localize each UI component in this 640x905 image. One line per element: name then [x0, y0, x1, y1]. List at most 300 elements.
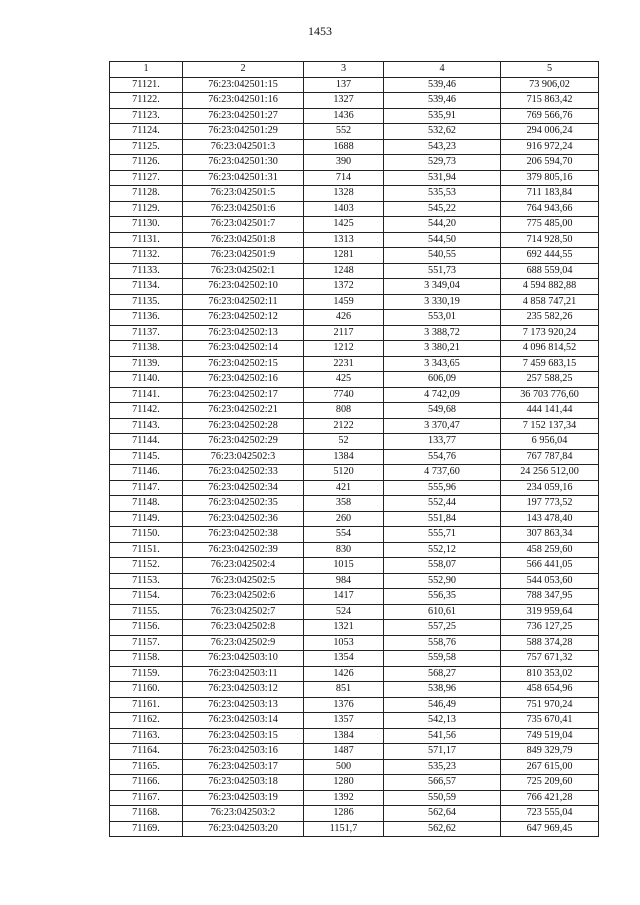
row-number-cell: 71125.	[110, 139, 183, 155]
cadastral-number-cell: 76:23:042503:14	[183, 713, 304, 729]
unit-value-cell: 543,23	[384, 139, 501, 155]
area-cell: 1459	[304, 294, 384, 310]
cadastral-number-cell: 76:23:042502:9	[183, 635, 304, 651]
cadastral-number-cell: 76:23:042501:27	[183, 108, 304, 124]
unit-value-cell: 552,44	[384, 496, 501, 512]
row-number-cell: 71148.	[110, 496, 183, 512]
cadastral-number-cell: 76:23:042502:38	[183, 527, 304, 543]
table-row	[110, 186, 599, 202]
row-number-cell: 71153.	[110, 573, 183, 589]
row-number-cell: 71150.	[110, 527, 183, 543]
cadastral-number-cell: 76:23:042502:35	[183, 496, 304, 512]
cadastral-value-cell: 206 594,70	[501, 155, 599, 171]
area-cell: 984	[304, 573, 384, 589]
cadastral-number-cell: 76:23:042502:12	[183, 310, 304, 326]
unit-value-cell: 3 349,04	[384, 279, 501, 295]
table-row	[110, 108, 599, 124]
unit-value-cell: 562,64	[384, 806, 501, 822]
area-cell: 500	[304, 759, 384, 775]
cadastral-value-cell: 692 444,55	[501, 248, 599, 264]
area-cell: 137	[304, 77, 384, 93]
table-row	[110, 263, 599, 279]
cadastral-number-cell: 76:23:042501:30	[183, 155, 304, 171]
area-cell: 52	[304, 434, 384, 450]
unit-value-cell: 133,77	[384, 434, 501, 450]
area-cell: 1281	[304, 248, 384, 264]
cadastral-value-cell: 307 863,34	[501, 527, 599, 543]
cadastral-number-cell: 76:23:042502:29	[183, 434, 304, 450]
row-number-cell: 71121.	[110, 77, 183, 93]
cadastral-number-cell: 76:23:042502:7	[183, 604, 304, 620]
table-row	[110, 341, 599, 357]
row-number-cell: 71122.	[110, 93, 183, 109]
table-row	[110, 728, 599, 744]
table-row	[110, 279, 599, 295]
page-number: 1453	[308, 24, 332, 38]
cadastral-value-cell: 24 256 512,00	[501, 465, 599, 481]
row-number-cell: 71167.	[110, 790, 183, 806]
header-cell-4: 4	[384, 62, 501, 78]
cadastral-number-cell: 76:23:042501:9	[183, 248, 304, 264]
table-row	[110, 511, 599, 527]
cadastral-number-cell: 76:23:042502:34	[183, 480, 304, 496]
area-cell: 1384	[304, 728, 384, 744]
area-cell: 1313	[304, 232, 384, 248]
unit-value-cell: 539,46	[384, 77, 501, 93]
table-row	[110, 620, 599, 636]
area-cell: 2231	[304, 356, 384, 372]
table-row	[110, 666, 599, 682]
header-cell-5: 5	[501, 62, 599, 78]
cadastral-number-cell: 76:23:042502:33	[183, 465, 304, 481]
cadastral-value-cell: 197 773,52	[501, 496, 599, 512]
unit-value-cell: 542,13	[384, 713, 501, 729]
cadastral-value-cell: 6 956,04	[501, 434, 599, 450]
row-number-cell: 71137.	[110, 325, 183, 341]
unit-value-cell: 3 370,47	[384, 418, 501, 434]
table-row	[110, 310, 599, 326]
cadastral-value-cell: 916 972,24	[501, 139, 599, 155]
table-row	[110, 775, 599, 791]
cadastral-value-cell: 4 594 882,88	[501, 279, 599, 295]
area-cell: 390	[304, 155, 384, 171]
row-number-cell: 71155.	[110, 604, 183, 620]
cadastral-number-cell: 76:23:042502:1	[183, 263, 304, 279]
cadastral-number-cell: 76:23:042503:18	[183, 775, 304, 791]
cadastral-number-cell: 76:23:042502:4	[183, 558, 304, 574]
table-row	[110, 372, 599, 388]
table-row	[110, 635, 599, 651]
table-row	[110, 527, 599, 543]
area-cell: 421	[304, 480, 384, 496]
header-row	[110, 62, 599, 78]
cadastral-number-cell: 76:23:042502:16	[183, 372, 304, 388]
row-number-cell: 71139.	[110, 356, 183, 372]
unit-value-cell: 544,50	[384, 232, 501, 248]
unit-value-cell: 539,46	[384, 93, 501, 109]
area-cell: 1151,7	[304, 821, 384, 837]
unit-value-cell: 610,61	[384, 604, 501, 620]
row-number-cell: 71166.	[110, 775, 183, 791]
cadastral-value-cell: 143 478,40	[501, 511, 599, 527]
row-number-cell: 71133.	[110, 263, 183, 279]
area-cell: 714	[304, 170, 384, 186]
table-row	[110, 821, 599, 837]
cadastral-value-cell: 751 970,24	[501, 697, 599, 713]
unit-value-cell: 549,68	[384, 403, 501, 419]
cadastral-value-cell: 7 152 137,34	[501, 418, 599, 434]
table-row	[110, 682, 599, 698]
row-number-cell: 71151.	[110, 542, 183, 558]
cadastral-number-cell: 76:23:042503:12	[183, 682, 304, 698]
area-cell: 1392	[304, 790, 384, 806]
area-cell: 1212	[304, 341, 384, 357]
table-row	[110, 449, 599, 465]
table-row	[110, 573, 599, 589]
unit-value-cell: 558,07	[384, 558, 501, 574]
row-number-cell: 71124.	[110, 124, 183, 140]
cadastral-value-cell: 788 347,95	[501, 589, 599, 605]
area-cell: 1280	[304, 775, 384, 791]
cadastral-value-cell: 588 374,28	[501, 635, 599, 651]
table-row	[110, 170, 599, 186]
unit-value-cell: 550,59	[384, 790, 501, 806]
cadastral-value-cell: 319 959,64	[501, 604, 599, 620]
row-number-cell: 71164.	[110, 744, 183, 760]
row-number-cell: 71123.	[110, 108, 183, 124]
table-row	[110, 744, 599, 760]
area-cell: 2117	[304, 325, 384, 341]
area-cell: 1372	[304, 279, 384, 295]
area-cell: 1436	[304, 108, 384, 124]
cadastral-number-cell: 76:23:042503:15	[183, 728, 304, 744]
area-cell: 2122	[304, 418, 384, 434]
cadastral-value-cell: 775 485,00	[501, 217, 599, 233]
unit-value-cell: 538,96	[384, 682, 501, 698]
cadastral-number-cell: 76:23:042501:6	[183, 201, 304, 217]
unit-value-cell: 552,90	[384, 573, 501, 589]
row-number-cell: 71146.	[110, 465, 183, 481]
cadastral-number-cell: 76:23:042502:17	[183, 387, 304, 403]
cadastral-value-cell: 267 615,00	[501, 759, 599, 775]
area-cell: 1015	[304, 558, 384, 574]
unit-value-cell: 551,73	[384, 263, 501, 279]
cadastral-number-cell: 76:23:042502:21	[183, 403, 304, 419]
area-cell: 554	[304, 527, 384, 543]
area-cell: 7740	[304, 387, 384, 403]
cadastral-number-cell: 76:23:042501:3	[183, 139, 304, 155]
cadastral-number-cell: 76:23:042502:14	[183, 341, 304, 357]
row-number-cell: 71127.	[110, 170, 183, 186]
unit-value-cell: 4 742,09	[384, 387, 501, 403]
unit-value-cell: 606,09	[384, 372, 501, 388]
row-number-cell: 71129.	[110, 201, 183, 217]
unit-value-cell: 529,73	[384, 155, 501, 171]
cadastral-value-cell: 735 670,41	[501, 713, 599, 729]
row-number-cell: 71131.	[110, 232, 183, 248]
row-number-cell: 71157.	[110, 635, 183, 651]
row-number-cell: 71149.	[110, 511, 183, 527]
area-cell: 1426	[304, 666, 384, 682]
cadastral-value-cell: 379 805,16	[501, 170, 599, 186]
header-cell-3: 3	[304, 62, 384, 78]
unit-value-cell: 540,55	[384, 248, 501, 264]
table-row	[110, 248, 599, 264]
area-cell: 1357	[304, 713, 384, 729]
cadastral-value-cell: 749 519,04	[501, 728, 599, 744]
table-row	[110, 294, 599, 310]
table-row	[110, 496, 599, 512]
area-cell: 1384	[304, 449, 384, 465]
cadastral-number-cell: 76:23:042503:17	[183, 759, 304, 775]
cadastral-number-cell: 76:23:042501:31	[183, 170, 304, 186]
cadastral-value-table	[109, 61, 599, 837]
table-row	[110, 604, 599, 620]
cadastral-value-cell: 73 906,02	[501, 77, 599, 93]
table-row	[110, 558, 599, 574]
table-row	[110, 713, 599, 729]
cadastral-value-cell: 234 059,16	[501, 480, 599, 496]
table-row	[110, 201, 599, 217]
cadastral-number-cell: 76:23:042502:3	[183, 449, 304, 465]
cadastral-value-cell: 725 209,60	[501, 775, 599, 791]
cadastral-value-cell: 294 006,24	[501, 124, 599, 140]
area-cell: 1425	[304, 217, 384, 233]
cadastral-value-cell: 4 858 747,21	[501, 294, 599, 310]
table-row	[110, 418, 599, 434]
area-cell: 1248	[304, 263, 384, 279]
table-row	[110, 790, 599, 806]
table-row	[110, 434, 599, 450]
area-cell: 1403	[304, 201, 384, 217]
unit-value-cell: 552,12	[384, 542, 501, 558]
unit-value-cell: 553,01	[384, 310, 501, 326]
table-row	[110, 651, 599, 667]
cadastral-number-cell: 76:23:042503:16	[183, 744, 304, 760]
cadastral-value-cell: 715 863,42	[501, 93, 599, 109]
cadastral-number-cell: 76:23:042503:20	[183, 821, 304, 837]
unit-value-cell: 545,22	[384, 201, 501, 217]
row-number-cell: 71160.	[110, 682, 183, 698]
area-cell: 524	[304, 604, 384, 620]
row-number-cell: 71140.	[110, 372, 183, 388]
row-number-cell: 71168.	[110, 806, 183, 822]
cadastral-number-cell: 76:23:042502:5	[183, 573, 304, 589]
unit-value-cell: 566,57	[384, 775, 501, 791]
unit-value-cell: 551,84	[384, 511, 501, 527]
row-number-cell: 71142.	[110, 403, 183, 419]
unit-value-cell: 555,96	[384, 480, 501, 496]
row-number-cell: 71161.	[110, 697, 183, 713]
cadastral-number-cell: 76:23:042503:13	[183, 697, 304, 713]
cadastral-value-cell: 4 096 814,52	[501, 341, 599, 357]
table-row	[110, 325, 599, 341]
unit-value-cell: 4 737,60	[384, 465, 501, 481]
cadastral-value-cell: 766 421,28	[501, 790, 599, 806]
cadastral-value-cell: 566 441,05	[501, 558, 599, 574]
cadastral-value-cell: 36 703 776,60	[501, 387, 599, 403]
area-cell: 1286	[304, 806, 384, 822]
table-row	[110, 155, 599, 171]
row-number-cell: 71136.	[110, 310, 183, 326]
unit-value-cell: 544,20	[384, 217, 501, 233]
cadastral-value-cell: 764 943,66	[501, 201, 599, 217]
unit-value-cell: 568,27	[384, 666, 501, 682]
unit-value-cell: 3 343,65	[384, 356, 501, 372]
row-number-cell: 71152.	[110, 558, 183, 574]
table-row	[110, 806, 599, 822]
cadastral-value-cell: 849 329,79	[501, 744, 599, 760]
unit-value-cell: 559,58	[384, 651, 501, 667]
header-cell-1: 1	[110, 62, 183, 78]
unit-value-cell: 556,35	[384, 589, 501, 605]
cadastral-value-cell: 544 053,60	[501, 573, 599, 589]
row-number-cell: 71143.	[110, 418, 183, 434]
cadastral-number-cell: 76:23:042502:13	[183, 325, 304, 341]
unit-value-cell: 554,76	[384, 449, 501, 465]
unit-value-cell: 557,25	[384, 620, 501, 636]
row-number-cell: 71158.	[110, 651, 183, 667]
unit-value-cell: 535,23	[384, 759, 501, 775]
cadastral-value-cell: 458 654,96	[501, 682, 599, 698]
row-number-cell: 71159.	[110, 666, 183, 682]
unit-value-cell: 535,53	[384, 186, 501, 202]
table-row	[110, 542, 599, 558]
unit-value-cell: 571,17	[384, 744, 501, 760]
header-cell-2: 2	[183, 62, 304, 78]
cadastral-number-cell: 76:23:042502:6	[183, 589, 304, 605]
table-row	[110, 759, 599, 775]
area-cell: 1417	[304, 589, 384, 605]
area-cell: 851	[304, 682, 384, 698]
cadastral-value-cell: 647 969,45	[501, 821, 599, 837]
cadastral-number-cell: 76:23:042502:28	[183, 418, 304, 434]
unit-value-cell: 558,76	[384, 635, 501, 651]
cadastral-number-cell: 76:23:042502:11	[183, 294, 304, 310]
table-row	[110, 232, 599, 248]
row-number-cell: 71154.	[110, 589, 183, 605]
table-row	[110, 77, 599, 93]
table-row	[110, 465, 599, 481]
row-number-cell: 71147.	[110, 480, 183, 496]
area-cell: 1487	[304, 744, 384, 760]
area-cell: 1328	[304, 186, 384, 202]
cadastral-number-cell: 76:23:042501:29	[183, 124, 304, 140]
unit-value-cell: 555,71	[384, 527, 501, 543]
unit-value-cell: 541,56	[384, 728, 501, 744]
cadastral-value-cell: 7 173 920,24	[501, 325, 599, 341]
unit-value-cell: 535,91	[384, 108, 501, 124]
row-number-cell: 71126.	[110, 155, 183, 171]
area-cell: 358	[304, 496, 384, 512]
cadastral-number-cell: 76:23:042502:10	[183, 279, 304, 295]
cadastral-number-cell: 76:23:042502:15	[183, 356, 304, 372]
table-row	[110, 387, 599, 403]
row-number-cell: 71162.	[110, 713, 183, 729]
table-row	[110, 124, 599, 140]
area-cell: 552	[304, 124, 384, 140]
cadastral-number-cell: 76:23:042503:11	[183, 666, 304, 682]
table-body	[110, 62, 599, 837]
cadastral-value-cell: 7 459 683,15	[501, 356, 599, 372]
row-number-cell: 71156.	[110, 620, 183, 636]
row-number-cell: 71132.	[110, 248, 183, 264]
cadastral-value-cell: 444 141,44	[501, 403, 599, 419]
cadastral-value-cell: 235 582,26	[501, 310, 599, 326]
area-cell: 1354	[304, 651, 384, 667]
area-cell: 1321	[304, 620, 384, 636]
area-cell: 1327	[304, 93, 384, 109]
cadastral-value-cell: 767 787,84	[501, 449, 599, 465]
area-cell: 808	[304, 403, 384, 419]
unit-value-cell: 532,62	[384, 124, 501, 140]
cadastral-value-cell: 757 671,32	[501, 651, 599, 667]
table-row	[110, 93, 599, 109]
row-number-cell: 71165.	[110, 759, 183, 775]
area-cell: 425	[304, 372, 384, 388]
row-number-cell: 71134.	[110, 279, 183, 295]
cadastral-number-cell: 76:23:042501:8	[183, 232, 304, 248]
cadastral-number-cell: 76:23:042501:16	[183, 93, 304, 109]
cadastral-value-cell: 769 566,76	[501, 108, 599, 124]
cadastral-number-cell: 76:23:042501:7	[183, 217, 304, 233]
unit-value-cell: 3 380,21	[384, 341, 501, 357]
row-number-cell: 71130.	[110, 217, 183, 233]
cadastral-number-cell: 76:23:042503:2	[183, 806, 304, 822]
table-row	[110, 217, 599, 233]
unit-value-cell: 3 388,72	[384, 325, 501, 341]
area-cell: 260	[304, 511, 384, 527]
row-number-cell: 71145.	[110, 449, 183, 465]
area-cell: 830	[304, 542, 384, 558]
cadastral-value-cell: 458 259,60	[501, 542, 599, 558]
row-number-cell: 71169.	[110, 821, 183, 837]
row-number-cell: 71138.	[110, 341, 183, 357]
table-row	[110, 403, 599, 419]
cadastral-value-cell: 810 353,02	[501, 666, 599, 682]
unit-value-cell: 3 330,19	[384, 294, 501, 310]
cadastral-value-cell: 723 555,04	[501, 806, 599, 822]
row-number-cell: 71163.	[110, 728, 183, 744]
table-row	[110, 139, 599, 155]
cadastral-number-cell: 76:23:042502:8	[183, 620, 304, 636]
table-row	[110, 589, 599, 605]
cadastral-number-cell: 76:23:042502:39	[183, 542, 304, 558]
cadastral-number-cell: 76:23:042501:5	[183, 186, 304, 202]
row-number-cell: 71144.	[110, 434, 183, 450]
row-number-cell: 71128.	[110, 186, 183, 202]
table-row	[110, 697, 599, 713]
area-cell: 1053	[304, 635, 384, 651]
area-cell: 1376	[304, 697, 384, 713]
cadastral-number-cell: 76:23:042503:10	[183, 651, 304, 667]
row-number-cell: 71135.	[110, 294, 183, 310]
unit-value-cell: 562,62	[384, 821, 501, 837]
area-cell: 5120	[304, 465, 384, 481]
cadastral-value-cell: 711 183,84	[501, 186, 599, 202]
row-number-cell: 71141.	[110, 387, 183, 403]
cadastral-value-cell: 257 588,25	[501, 372, 599, 388]
cadastral-value-cell: 714 928,50	[501, 232, 599, 248]
cadastral-number-cell: 76:23:042501:15	[183, 77, 304, 93]
cadastral-number-cell: 76:23:042503:19	[183, 790, 304, 806]
cadastral-value-cell: 688 559,04	[501, 263, 599, 279]
area-cell: 426	[304, 310, 384, 326]
area-cell: 1688	[304, 139, 384, 155]
table-row	[110, 480, 599, 496]
cadastral-value-cell: 736 127,25	[501, 620, 599, 636]
cadastral-number-cell: 76:23:042502:36	[183, 511, 304, 527]
